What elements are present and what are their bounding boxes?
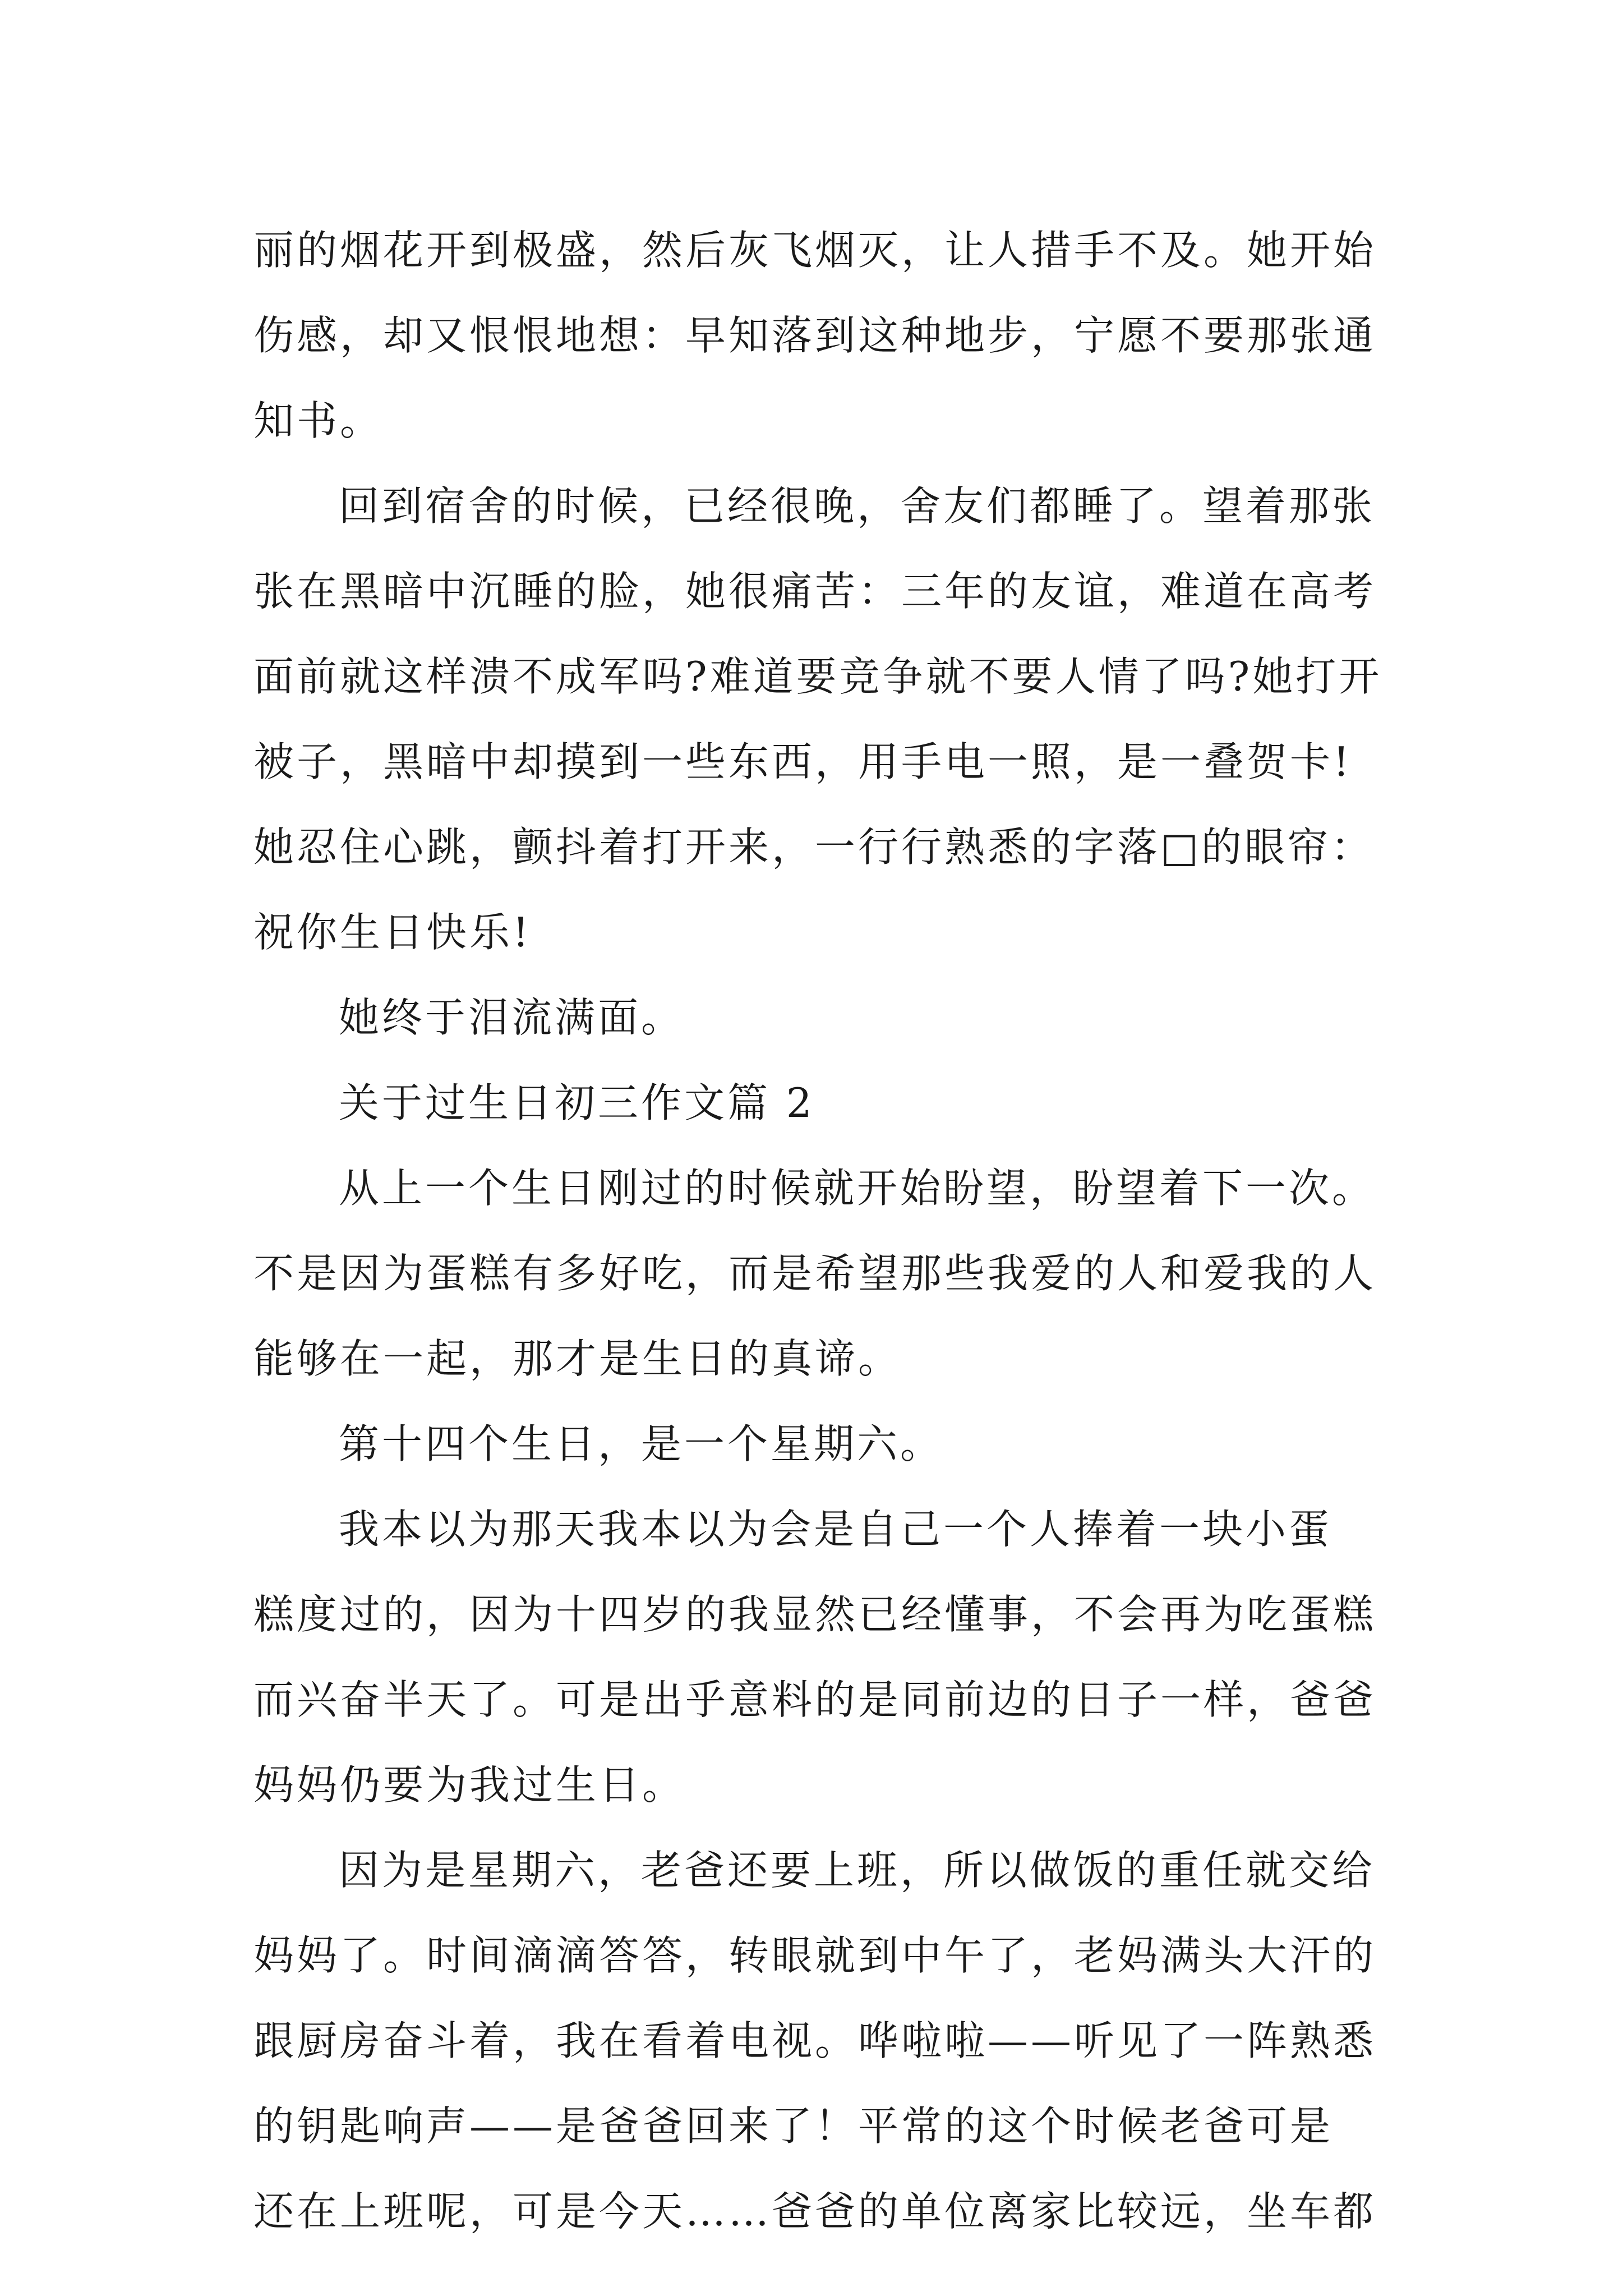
paragraph-start-line: 我本以为那天我本以为会是自己一个人捧着一块小蛋 — [339, 1506, 1332, 1553]
paragraph-start-line: 从上一个生日刚过的时候就开始盼望，盼望着下一次。 — [339, 1165, 1376, 1212]
text-line: 还在上班呢，可是今天……爸爸的单位离家比较远，坐车都 — [253, 2188, 1377, 2235]
text-line: 被子，黑暗中却摸到一些东西，用手电一照，是一叠贺卡! — [253, 738, 1352, 785]
text-line: 她忍住心跳，颤抖着打开来，一行行熟悉的字落□的眼帘： — [253, 823, 1375, 871]
paragraph-start-line: 回到宿舍的时候，已经很晚，舍友们都睡了。望着那张 — [339, 482, 1376, 530]
text-line: 妈妈了。时间滴滴答答，转眼就到中午了，老妈满头大汗的 — [253, 1932, 1377, 1979]
text-line: 知书。 — [253, 397, 384, 444]
text-line: 丽的烟花开到极盛，然后灰飞烟灭，让人措手不及。她开始 — [253, 227, 1377, 274]
text-line: 糕度过的，因为十四岁的我显然已经懂事，不会再为吃蛋糕 — [253, 1591, 1377, 1638]
text-line: 伤感，却又恨恨地想：早知落到这种地步，宁愿不要那张通 — [253, 312, 1377, 359]
paragraph-start-line: 她终于泪流满面。 — [339, 994, 685, 1041]
document-body — [253, 208, 1386, 2254]
paragraph-start-line: 第十四个生日，是一个星期六。 — [339, 1420, 944, 1467]
text-line: 跟厨房奋斗着，我在看着电视。哗啦啦——听见了一阵熟悉 — [253, 2017, 1377, 2064]
text-line: 张在黑暗中沉睡的脸，她很痛苦：三年的友谊，难道在高考 — [253, 568, 1377, 615]
text-line: 的钥匙响声——是爸爸回来了！平常的这个时候老爸可是 — [253, 2102, 1334, 2150]
paragraph-start-line: 关于过生日初三作文篇 2 — [339, 1079, 815, 1126]
paragraph-start-line: 因为是星期六，老爸还要上班，所以做饭的重任就交给 — [339, 1847, 1376, 1894]
text-line: 妈妈仍要为我过生日。 — [253, 1761, 686, 1809]
text-line: 祝你生日快乐! — [253, 909, 532, 956]
text-line: 面前就这样溃不成军吗?难道要竞争就不要人情了吗?她打开 — [253, 653, 1382, 700]
text-line: 能够在一起，那才是生日的真谛。 — [253, 1335, 902, 1382]
text-line: 而兴奋半天了。可是出乎意料的是同前边的日子一样，爸爸 — [253, 1676, 1377, 1723]
text-line: 不是因为蛋糕有多好吃，而是希望那些我爱的人和爱我的人 — [253, 1250, 1377, 1297]
